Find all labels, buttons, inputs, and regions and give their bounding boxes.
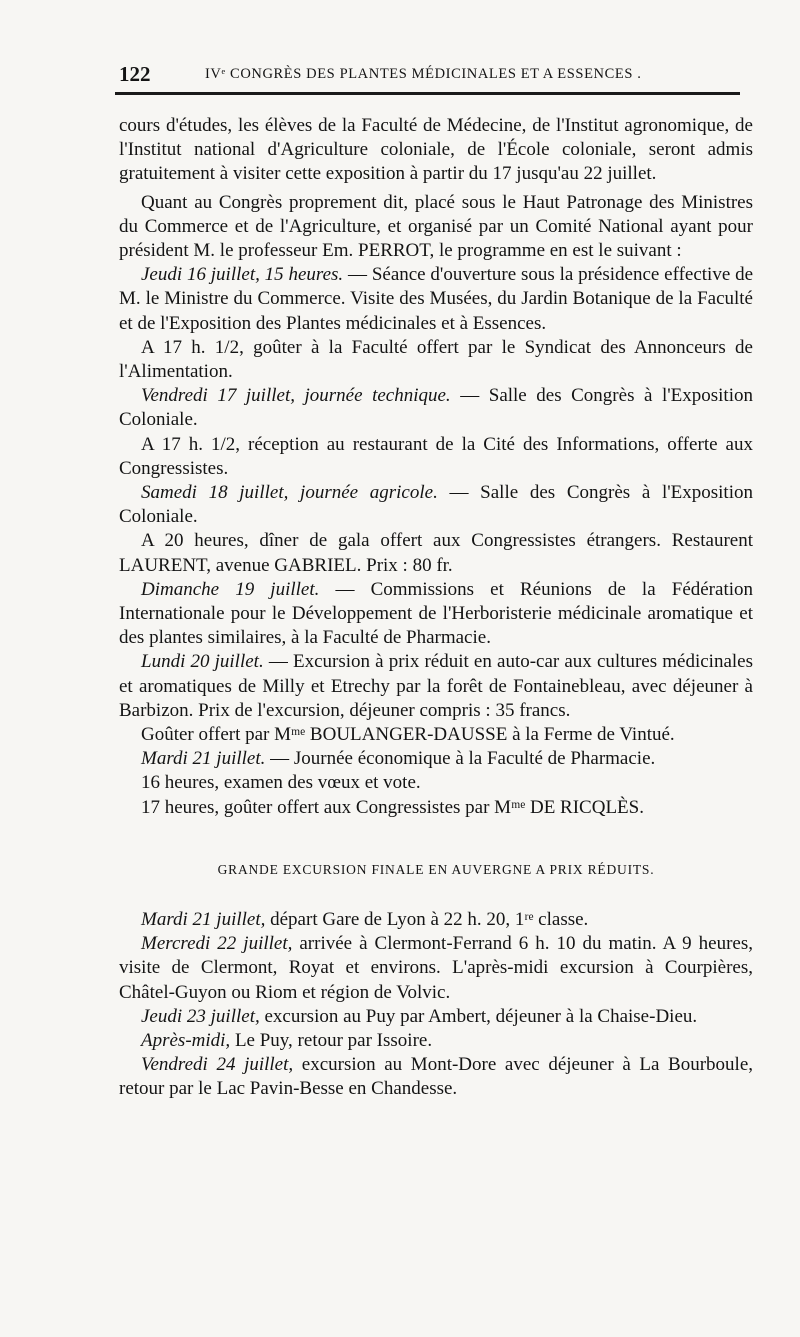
program-entry (119, 747, 753, 771)
entry-text: — Salle des Congrès à l'Exposition Coloniale. (119, 482, 753, 528)
entry-date: Jeudi 16 juillet, 15 heures. (141, 264, 344, 286)
excursion-entry (119, 1053, 753, 1101)
entry-text: 17 heures, goûter offert aux Congressistes par Mᵐᵉ DE RICQLÈS. (141, 796, 644, 818)
excursion-entry (119, 908, 753, 932)
page-number: 122 (119, 62, 151, 86)
program-entry (119, 529, 753, 577)
program-entry (119, 796, 753, 820)
entry-text: — Salle des Congrès à l'Exposition Coloniale. (119, 385, 753, 431)
entry-text: Goûter offert par Mᵐᵉ BOULANGER-DAUSSE à la Ferme de Vintué. (141, 724, 675, 746)
entry-text: Le Puy, retour par Issoire. (230, 1029, 433, 1051)
paragraph-continuation: cours d'études, les élèves de la Faculté de Médecine, de l'Institut agronomique, de l'Institut national d'Agriculture coloniale, de l'École coloniale, seront admis gratuitement à visiter cette exposition à partir du 17 jusqu'au 22 juillet. (119, 115, 753, 185)
paragraph-program-intro: Quant au Congrès proprement dit, placé sous le Haut Patronage des Ministres du Commerce et de l'Agriculture, et organisé par un Comité National ayant pour président M. le professeur Em. PERROT, le programme en est le suivant : (119, 191, 753, 262)
entry-text: A 17 h. 1/2, goûter à la Faculté offert par le Syndicat des Annonceurs de l'Alimentation. (119, 336, 753, 383)
entry-text: arrivée à Clermont-Ferrand 6 h. 10 du matin. A 9 heures, visite de Clermont, Royat et environs. L'après-midi excursion à Courpières, Châtel-Guyon ou Riom et région de Volvic. (119, 933, 753, 1003)
entry-date: Vendredi 24 juillet, (141, 1054, 294, 1076)
program-entry (119, 481, 753, 529)
excursion-entry (119, 1005, 753, 1029)
entry-date: Mercredi 22 juillet, (141, 933, 293, 955)
excursion-entry (119, 932, 753, 1005)
entry-text: A 20 heures, dîner de gala offert aux Congressistes étrangers. Restaurent LAURENT, avenue GABRIEL. Prix : 80 fr. (119, 530, 753, 576)
entry-text: excursion au Mont-Dore avec déjeuner à La Bourboule, retour par le Lac Pavin-Besse en Chandesse. (119, 1054, 754, 1100)
entry-text: départ Gare de Lyon à 22 h. 20, 1ʳᵉ classe. (265, 908, 589, 930)
program-entry (119, 384, 753, 432)
program-entry (119, 433, 753, 481)
program-entry (119, 336, 753, 384)
program-entry (119, 723, 753, 747)
entry-date: Samedi 18 juillet, journée agricole. (141, 482, 438, 504)
excursion-entry (119, 1029, 753, 1053)
program-entry (119, 650, 753, 723)
entry-text: — Commissions et Réunions de la Fédération Internationale pour le Développement de l'Herboristerie médicinale aromatique et des plantes similaires, à la Faculté de Pharmacie. (119, 578, 754, 649)
entry-text: excursion au Puy par Ambert, déjeuner à la Chaise-Dieu. (259, 1005, 698, 1027)
entry-date: Après-midi, (141, 1029, 231, 1051)
program-entry (119, 263, 753, 336)
excursion-list (119, 908, 753, 1102)
running-header (115, 60, 740, 95)
section-title: GRANDE EXCURSION FINALE EN AUVERGNE A PRIX RÉDUITS. (217, 861, 655, 877)
entry-date: Dimanche 19 juillet. (141, 578, 320, 600)
entry-text: — Journée économique à la Faculté de Pharmacie. (265, 748, 656, 770)
entry-text: — Excursion à prix réduit en auto-car aux cultures médicinales et aromatiques de Milly et Etrechy par la forêt de Fontainebleau, avec déjeuner à Barbizon. Prix de l'excursion, déjeuner compris : 35 francs. (119, 651, 753, 721)
program-list (119, 263, 753, 820)
entry-date: Mardi 21 juillet. (141, 748, 266, 770)
entry-date: Mardi 21 juillet, (141, 908, 266, 930)
program-entry (119, 771, 753, 795)
entry-text: — Séance d'ouverture sous la présidence effective de M. le Ministre du Commerce. Visite des Musées, du Jardin Botanique de la Faculté et de l'Exposition des Plantes médicinales et à Essences. (119, 264, 753, 334)
page-body (119, 114, 753, 1102)
entry-date: Vendredi 17 juillet, journée technique. (141, 385, 451, 407)
entry-text: 16 heures, examen des vœux et vote. (141, 772, 421, 794)
entry-date: Lundi 20 juillet. (141, 651, 264, 673)
entry-date: Jeudi 23 juillet, (141, 1005, 260, 1027)
running-title: IVᵉ CONGRÈS DES PLANTES MÉDICINALES ET A ESSENCES . (205, 66, 642, 82)
entry-text: A 17 h. 1/2, réception au restaurant de la Cité des Informations, offerte aux Congressistes. (119, 433, 753, 479)
program-entry (119, 578, 753, 651)
